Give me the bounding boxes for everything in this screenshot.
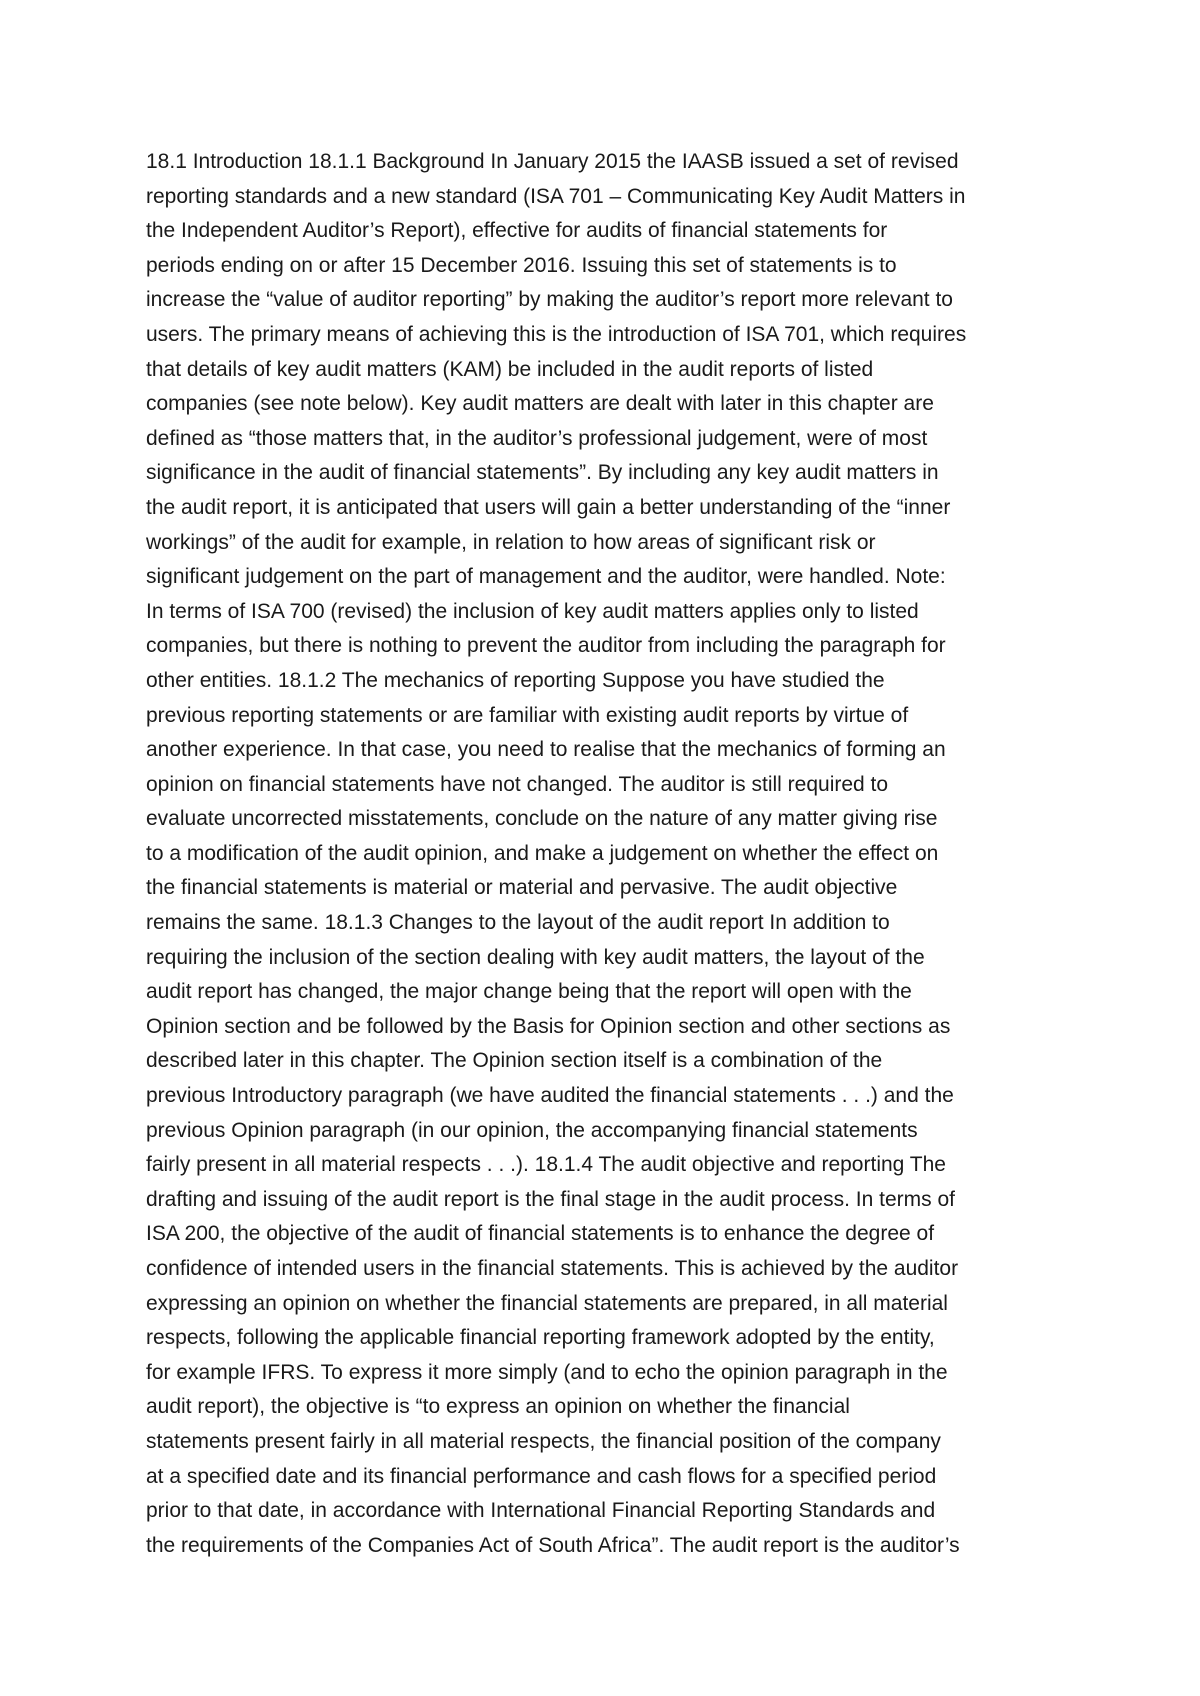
text-line: In terms of ISA 700 (revised) the inclusion of key audit matters applies only to listed — [146, 599, 919, 623]
text-line: ISA 200, the objective of the audit of financial statements is to enhance the degree of — [146, 1222, 935, 1246]
text-line: the Independent Auditor’s Report), effective for audits of financial statements for — [146, 219, 888, 243]
text-line: drafting and issuing of the audit report is the final stage in the audit process. In terms of — [146, 1187, 955, 1211]
text-line: the financial statements is material or material and pervasive. The audit objective — [146, 876, 898, 900]
text-line: users. The primary means of achieving this is the introduction of ISA 701, which requires — [146, 322, 967, 346]
text-line: for example IFRS. To express it more simply (and to echo the opinion paragraph in the — [146, 1360, 948, 1384]
text-line: other entities. 18.1.2 The mechanics of reporting Suppose you have studied the — [146, 668, 885, 692]
text-line: evaluate uncorrected misstatements, conclude on the nature of any matter giving rise — [146, 807, 938, 831]
text-line: fairly present in all material respects . . .). 18.1.4 The audit objective and reporting The — [146, 1153, 946, 1177]
text-line: 18.1 Introduction 18.1.1 Background In January 2015 the IAASB issued a set of revised — [146, 150, 959, 173]
text-line: respects, following the applicable financial reporting framework adopted by the entity, — [146, 1326, 935, 1350]
text-line: expressing an opinion on whether the financial statements are prepared, in all material — [146, 1291, 948, 1315]
text-line: described later in this chapter. The Opinion section itself is a combination of the — [146, 1049, 883, 1073]
text-line: requiring the inclusion of the section dealing with key audit matters, the layout of the — [146, 945, 925, 969]
text-line: significant judgement on the part of management and the auditor, were handled. Note: — [146, 565, 946, 589]
text-line: audit report), the objective is “to express an opinion on whether the financial — [146, 1395, 850, 1419]
text-line: companies (see note below). Key audit matters are dealt with later in this chapter are — [146, 392, 934, 416]
text-line: prior to that date, in accordance with International Financial Reporting Standards and — [146, 1499, 936, 1523]
text-line: audit report has changed, the major change being that the report will open with the — [146, 980, 912, 1004]
text-line: defined as “those matters that, in the auditor’s professional judgement, were of most — [146, 426, 928, 450]
text-line: statements present fairly in all material respects, the financial position of the company — [146, 1429, 941, 1453]
text-line: Opinion section and be followed by the Basis for Opinion section and other sections as — [146, 1014, 951, 1038]
text-line: significance in the audit of financial statements”. By including any key audit matters in — [146, 461, 939, 485]
text-line: confidence of intended users in the financial statements. This is achieved by the auditor — [146, 1257, 959, 1280]
body-text — [146, 145, 1076, 1563]
text-line: remains the same. 18.1.3 Changes to the layout of the audit report In addition to — [146, 911, 890, 935]
text-line: the requirements of the Companies Act of South Africa”. The audit report is the auditor’s — [146, 1533, 960, 1557]
text-line: another experience. In that case, you need to realise that the mechanics of forming an — [146, 738, 946, 762]
text-line: the audit report, it is anticipated that users will gain a better understanding of the “inner — [146, 495, 951, 519]
text-line: previous reporting statements or are familiar with existing audit reports by virtue of — [146, 703, 909, 727]
text-line: reporting standards and a new standard (ISA 701 – Communicating Key Audit Matters in — [146, 184, 966, 208]
text-line: that details of key audit matters (KAM) be included in the audit reports of listed — [146, 357, 874, 381]
text-line: at a specified date and its financial performance and cash flows for a specified period — [146, 1464, 937, 1488]
text-line: periods ending on or after 15 December 2016. Issuing this set of statements is to — [146, 253, 897, 277]
text-line: opinion on financial statements have not changed. The auditor is still required to — [146, 772, 889, 796]
text-line: companies, but there is nothing to prevent the auditor from including the paragraph for — [146, 634, 946, 658]
text-line: previous Introductory paragraph (we have audited the financial statements . . .) and the — [146, 1084, 954, 1108]
text-line: previous Opinion paragraph (in our opinion, the accompanying financial statements — [146, 1118, 918, 1142]
text-line: increase the “value of auditor reporting” by making the auditor’s report more relevant to — [146, 288, 953, 312]
text-line: to a modification of the audit opinion, and make a judgement on whether the effect on — [146, 841, 939, 865]
text-line: workings” of the audit for example, in relation to how areas of significant risk or — [146, 530, 876, 554]
